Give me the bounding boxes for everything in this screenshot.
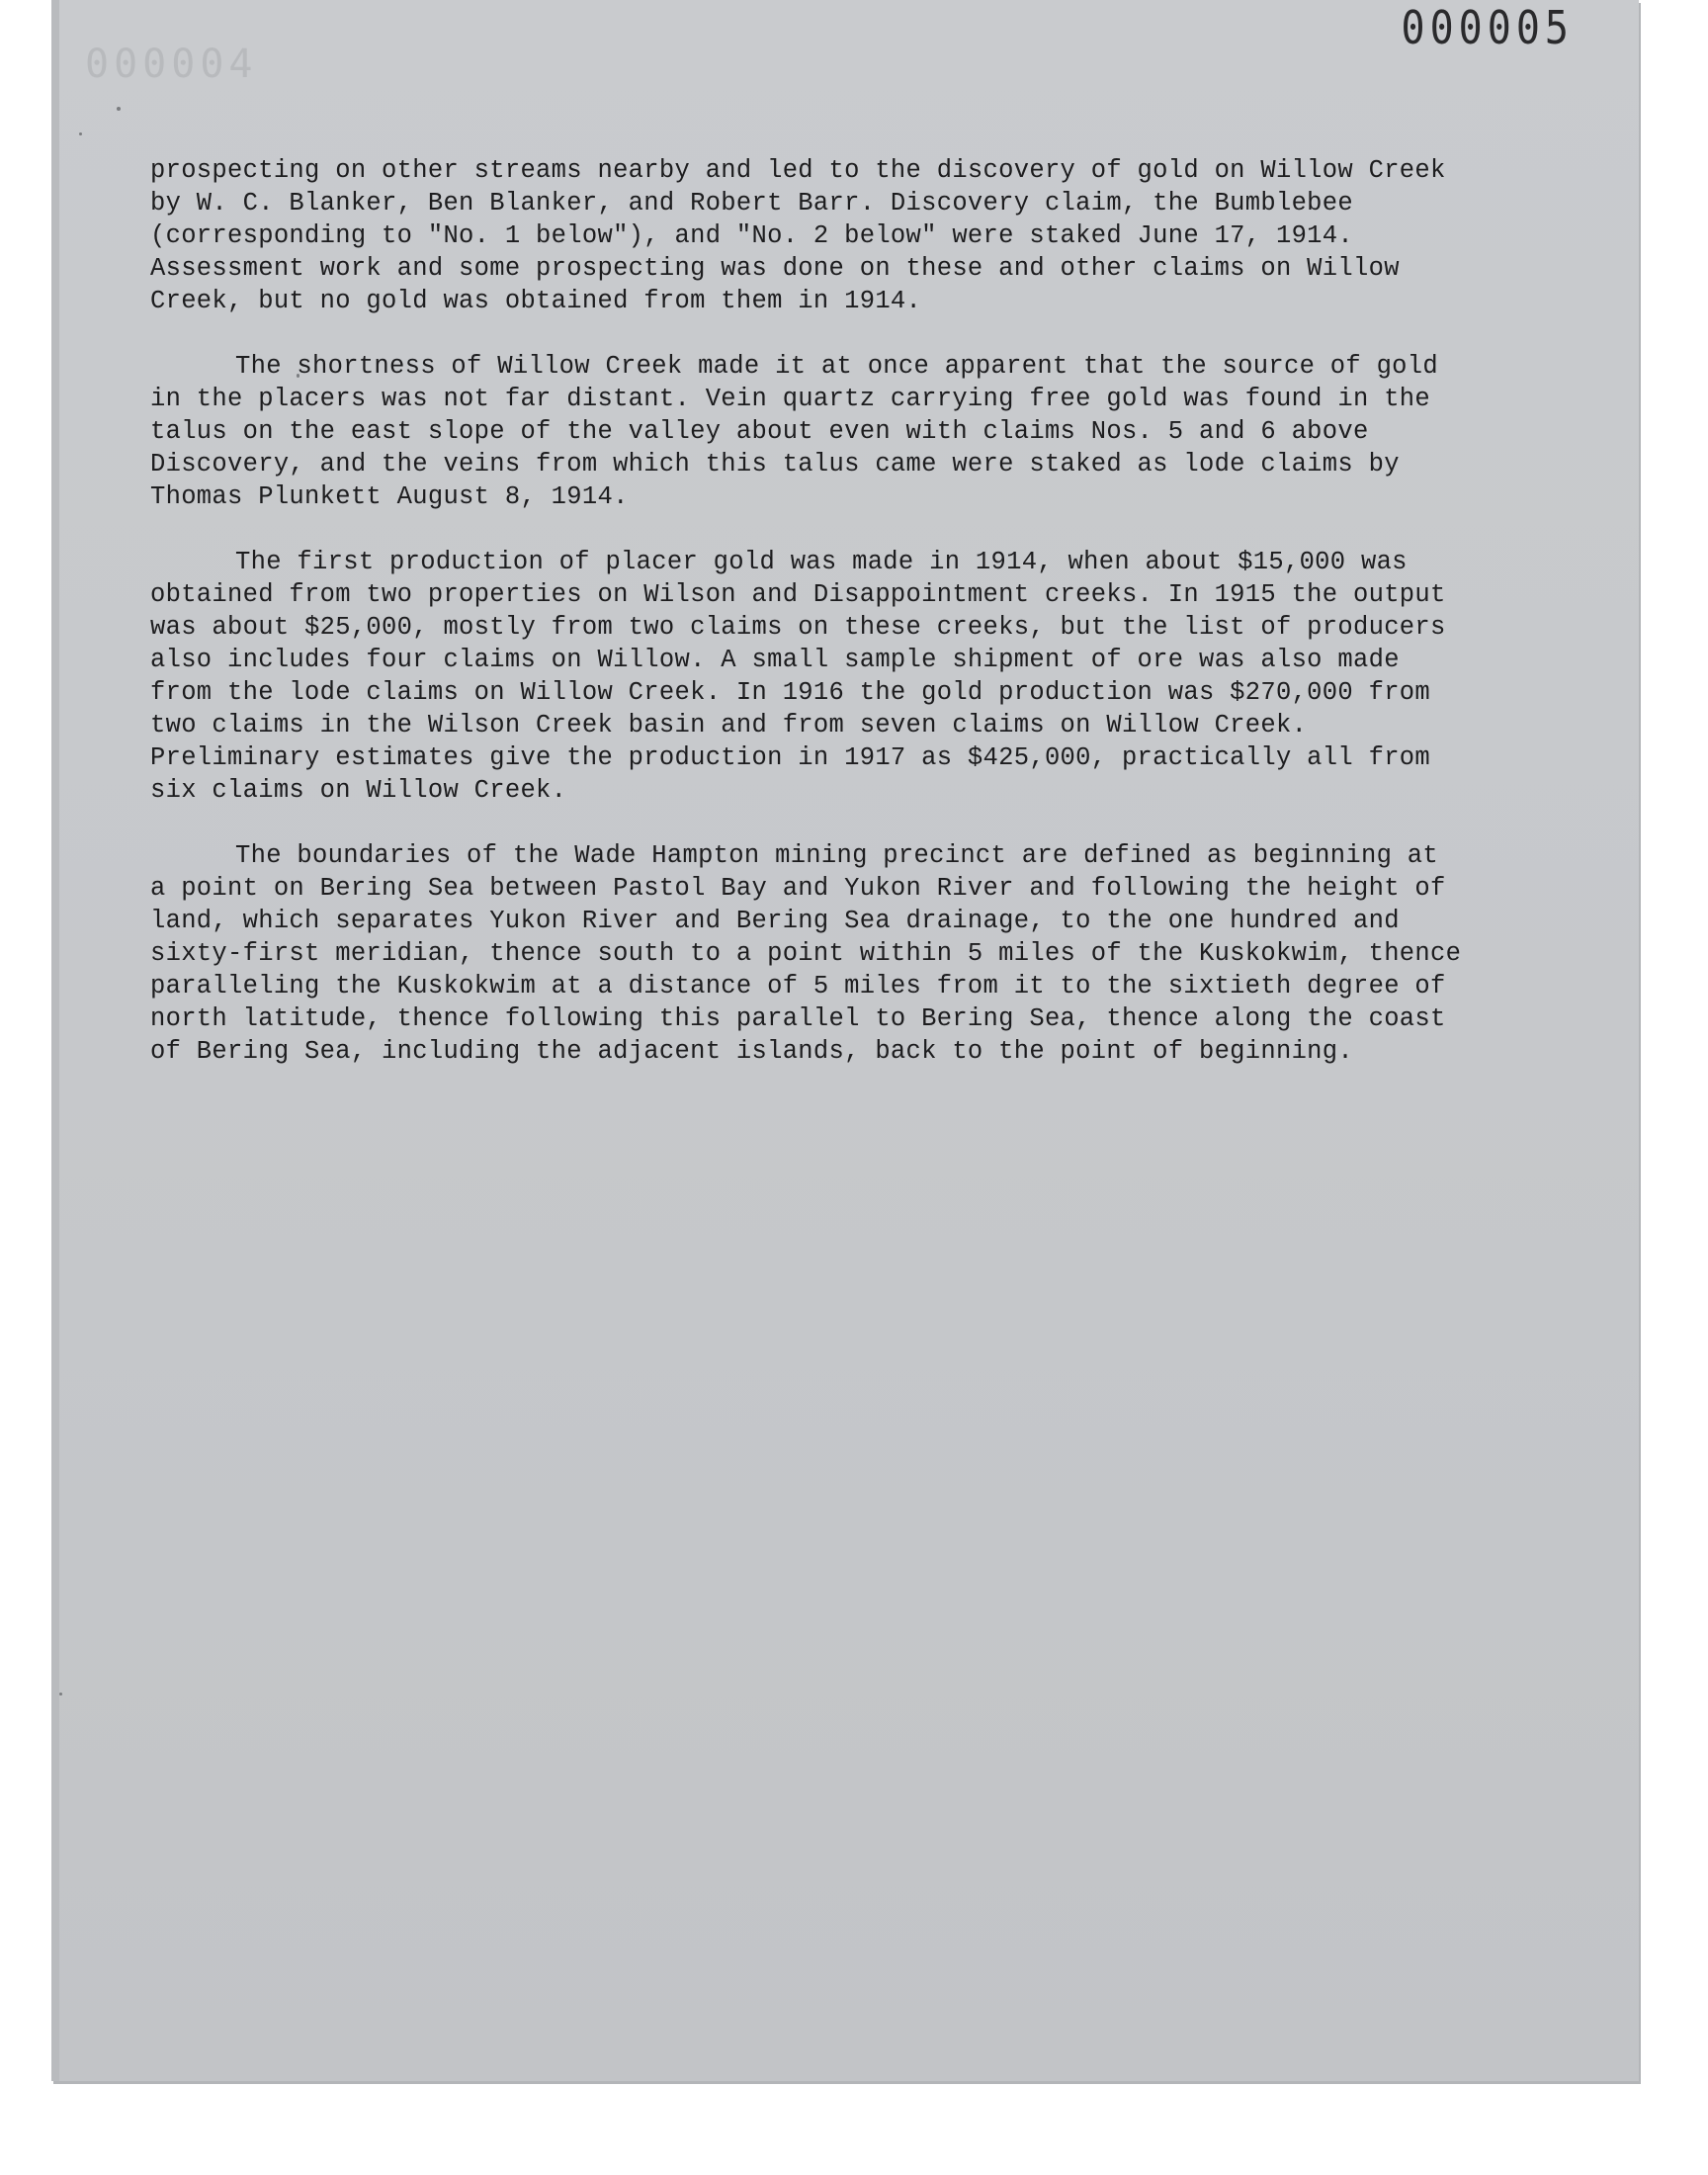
document-body <box>150 154 1465 1100</box>
document-page <box>51 0 1639 2081</box>
page-number-stamp: 000005 <box>1401 2 1574 55</box>
paragraph-4: The boundaries of the Wade Hampton mining precinct are defined as beginning at a point on Bering Sea between Pastol Bay and Yukon River and following the height of land, which separates Yukon River and Bering Sea drainage, to the one hundred and sixty-first meridian, thence south to a point within 5 miles of the Kuskokwim, thence paralleling the Kuskokwim at a distance of 5 miles from it to the sixtieth degree of north latitude, thence following this parallel to Bering Sea, thence along the coast of Bering Sea, including the adjacent islands, back to the point of beginning. <box>150 841 1462 1066</box>
paragraph-3: The first production of placer gold was made in 1914, when about $15,000 was obtained from two properties on Wilson and Disappointment creeks. In 1915 the output was about $25,000, mostly from two claims on these creeks, but the list of producers also includes four claims on Willow. A small sample shipment of ore was also made from the lode claims on Willow Creek. In 1916 the gold production was $270,000 from two claims in the Wilson Creek basin and from seven claims on Willow Creek. Preliminary estimates give the production in 1917 as $425,000, practically all from six claims on Willow Creek. <box>150 548 1446 805</box>
paragraph-1: prospecting on other streams nearby and led to the discovery of gold on Willow Creek by W. C. Blanker, Ben Blanker, and Robert Barr. Discovery claim, the Bumblebee (corresponding to "No. 1 below"), and "No. 2 below" were staked June 17, 1914. Assessment work and some prospecting was done on these and other claims on Willow Creek, but no gold was obtained from them in 1914. <box>150 156 1446 315</box>
paragraph-2: The shortness of Willow Creek made it at once apparent that the source of gold in the placers was not far distant. Vein quartz carrying free gold was found in the talus on the east slope of the valley about even with claims Nos. 5 and 6 above Discovery, and the veins from which this talus came were staked as lode claims by Thomas Plunkett August 8, 1914. <box>150 352 1438 511</box>
faded-page-stamp: 000004 <box>85 42 258 87</box>
scan-speck <box>59 1693 62 1696</box>
scan-speck <box>117 107 121 111</box>
page-edge-shadow <box>51 0 59 2081</box>
scan-speck <box>79 132 82 135</box>
